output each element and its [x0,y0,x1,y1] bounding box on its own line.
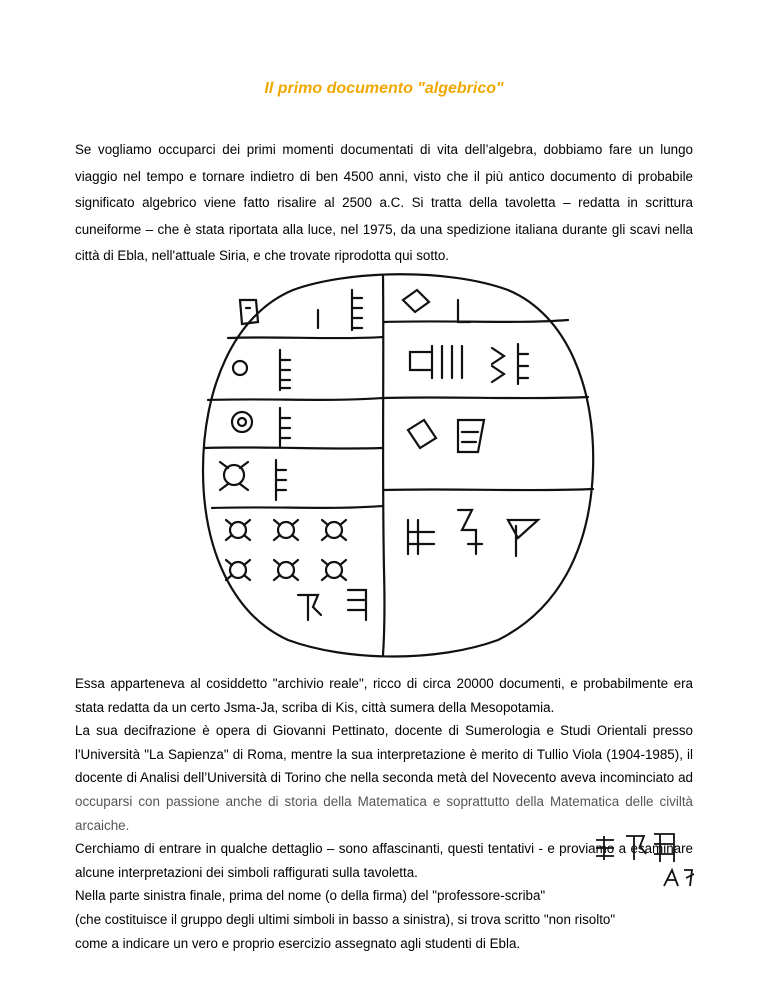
body-line-5: (che costituisce il gruppo degli ultimi simboli in basso a sinistra), si trova scritto "non risolto" [75,911,616,927]
non-risolto-glyph [660,864,702,892]
intro-paragraph: Se vogliamo occuparci dei primi momenti documentati di vita dell’algebra, dobbiamo fare un lungo viaggio nel tempo e tornare indietro di ben 4500 anni, visto che il più antico documento di probabile significato algebrico viene fatto risalire al 2500 a.C. Si tratta della tavoletta – redatta in scrittura cuneiforme – che è stata riportata alla luce, nel 1975, da una spedizione italiana durante gli scavi nella città di Ebla, nell'attuale Siria, e che trovate riprodotta qui sotto. [75,142,693,263]
body-line-2-continued: occuparsi con passione anche di storia della Matematica e soprattutto della Matematica delle civiltà arcaiche. [75,793,693,833]
body-line-4: Nella parte sinistra finale, prima del nome (o della firma) del "professore-scriba" [75,888,546,904]
body-line-2: La sua decifrazione è opera di Giovanni Pettinato, docente di Sumerologia e Studi Orientali presso l'Università "La Sapienza" di Roma, mentre la sua interpretazione è merito di Tullio Viola (1904-1985), il docente di Analisi dell’Università di Torino che nella seconda metà del Novecento aveva incominciato ad [75,723,693,786]
document-title: Il primo documento "algebrico" [264,80,504,97]
body-text [75,672,693,955]
scribe-signature-glyphs [592,830,684,864]
body-line-3: Cerchiamo di entrare in qualche dettaglio – sono affascinanti, questi tentativi - e proviamo a esaminare alcune interpretazioni dei simboli raffigurati sulla tavoletta. [75,841,693,880]
body-line-1: Essa apparteneva al cosiddetto "archivio reale", ricco di circa 20000 documenti, e probabilmente era stata redatta da un certo Jsma-Ja, scriba di Kis, città sumera della Mesopotamia. [75,676,693,715]
ebla-tablet-drawing [198,270,598,660]
body-line-6: come a indicare un vero e proprio esercizio assegnato agli studenti di Ebla. [75,935,521,951]
